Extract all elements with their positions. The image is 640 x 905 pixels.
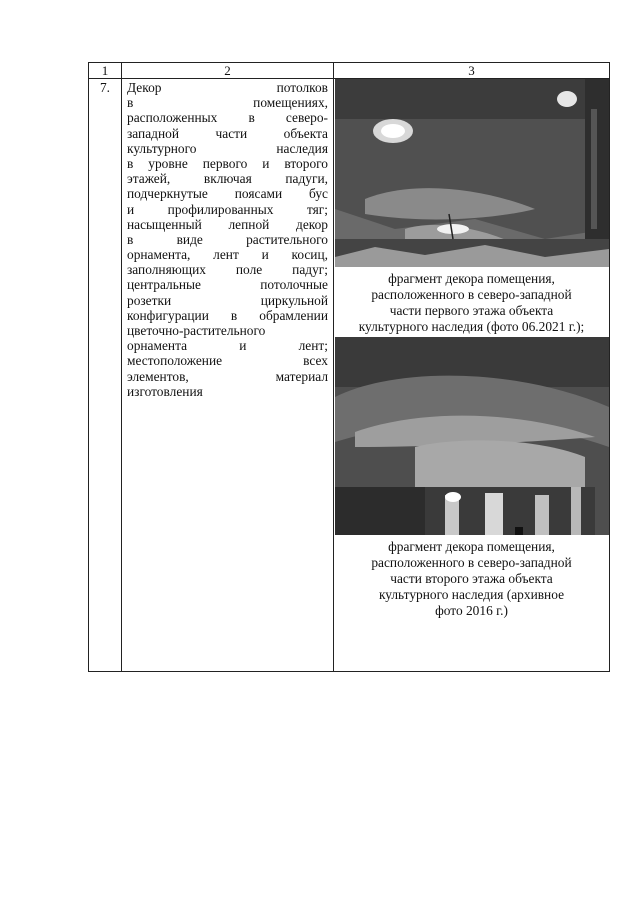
caption-line: части второго этажа объекта [390, 571, 553, 586]
caption-line: фрагмент декора помещения, [388, 271, 555, 286]
row-number: 7. [89, 79, 122, 672]
description-line: орнамента, лент и косиц, [127, 247, 328, 263]
description-line: в виде растительного [127, 231, 328, 247]
description-text [127, 80, 328, 399]
description-line: в уровне первого и второго [127, 155, 328, 171]
caption-line: расположенного в северо-западной [371, 555, 572, 570]
description-line: и профилированных тяг; [127, 201, 328, 217]
description-line: Декор потолков [127, 80, 328, 95]
caption-line: культурного наследия (фото 06.2021 г.); [358, 319, 585, 334]
row-description [122, 79, 334, 672]
description-line: подчеркнутые поясами бус [127, 186, 328, 202]
description-line: изготовления [127, 383, 203, 399]
description-line: местоположение всех [127, 353, 328, 369]
caption-line: культурного наследия (архивное [378, 587, 565, 602]
row-photos [334, 79, 610, 672]
description-line: орнамента и лент; [127, 338, 328, 354]
document-table [88, 62, 610, 672]
caption-line: фото 2016 г.) [435, 603, 508, 618]
caption-line: части первого этажа объекта [389, 303, 554, 318]
description-line: заполняющих поле падуг; [127, 262, 328, 278]
photo-2-caption [334, 535, 609, 625]
caption-line: расположенного в северо-западной [371, 287, 572, 302]
description-line: западной части объекта [127, 125, 328, 141]
ceiling-photo-1 [335, 79, 609, 267]
description-line: элементов, материал [127, 368, 328, 384]
header-col-3: 3 [334, 63, 610, 79]
description-line: конфигурации в обрамлении [127, 307, 328, 323]
ceiling-photo-2 [335, 337, 609, 535]
description-line: этажей, включая падуги, [127, 171, 328, 187]
description-line: центральные потолочные [127, 277, 328, 293]
caption-line: фрагмент декора помещения, [388, 539, 555, 554]
description-line: цветочно-растительного [127, 323, 266, 338]
description-line: в помещениях, [127, 95, 328, 111]
photo-second-floor [335, 337, 609, 535]
description-line: расположенных в северо- [127, 110, 328, 126]
table-header-row [89, 63, 610, 79]
table-row [89, 79, 610, 672]
description-line: розетки циркульной [127, 292, 328, 308]
description-line: насыщенный лепной декор [127, 216, 328, 232]
header-col-2: 2 [122, 63, 334, 79]
description-line: культурного наследия [127, 140, 328, 156]
photo-first-floor [335, 79, 609, 267]
header-col-1: 1 [89, 63, 122, 79]
photo-1-caption [334, 267, 609, 337]
